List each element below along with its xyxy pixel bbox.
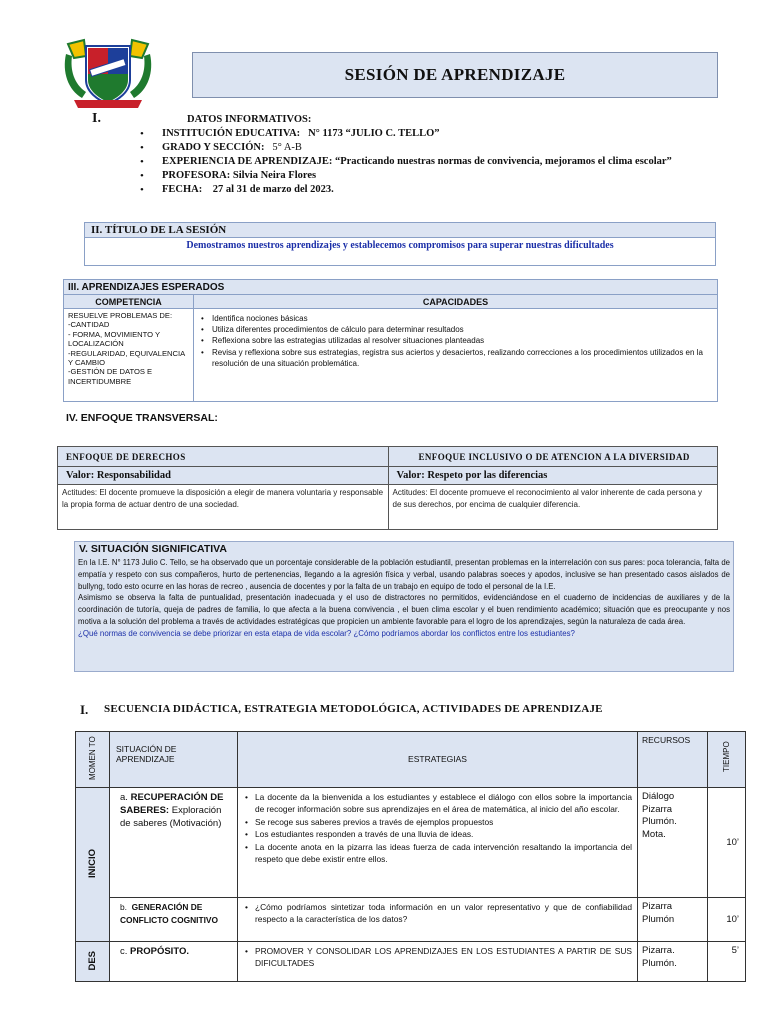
header-momento: MOMEN TO	[76, 732, 110, 788]
tiempo-cell: 5’	[708, 942, 746, 982]
table-row	[76, 942, 746, 982]
capacidad-item: • Utiliza diferentes procedimientos de cálculo para determinar resultados	[200, 324, 711, 335]
enfoque-title: ENFOQUE INCLUSIVO O DE ATENCION A LA DIVERSIDAD	[389, 447, 718, 467]
datos-value: Silvia Neira Flores	[232, 170, 317, 181]
situacion-paragraph: Asimismo se observa la falta de puntualidad, presentación inadecuada y el uso de distractores no permitidos, evidenciándose en el cuaderno de incidencias de auxiliares y de la coordinación de tutoría, queja de padres de familia, lo que afecta a la buena convivencia , el buen clima escolar y el buen rendimiento académico; situación que es preocupante y nos motiva a la solución del problema a través de actividades estratégicas que propicien un ambiente favorable para el logro de los aprendizajes, según la naturaleza de cada área.	[78, 593, 730, 626]
datos-value: N° 1173 “JULIO C. TELLO”	[308, 128, 440, 139]
strategy-item: • PROMOVER Y CONSOLIDAR LOS APRENDIZAJES EN LOS ESTUDIANTES A PARTIR DE SUS DIFICULTADES	[243, 945, 632, 970]
moment-des-cell	[76, 942, 110, 982]
competencia-header: COMPETENCIA	[64, 295, 194, 308]
datos-item	[140, 141, 760, 155]
expected-learning-heading: III. APRENDIZAJES ESPERADOS	[64, 280, 717, 295]
datos-label: GRADO Y SECCIÓN:	[162, 142, 265, 153]
enfoque-title: ENFOQUE DE DERECHOS	[58, 447, 388, 467]
strategy-item: • La docente anota en la pizarra las ideas fuerza de cada intervención resaltando la importancia del respeto que debe existir entre ellos.	[243, 841, 632, 866]
capacidades-list	[194, 309, 717, 401]
datos-value: 27 al 31 de marzo del 2023.	[212, 184, 334, 195]
secuencia-table	[75, 731, 746, 982]
competencia-text: RESUELVE PROBLEMAS DE: -CANTIDAD - FORMA, MOVIMIENTO Y LOCALIZACIÓN -REGULARIDAD, EQUIVALENCIA Y CAMBIO -GESTIÓN DE DATOS E INCERTIDUMBRE	[68, 311, 185, 386]
enfoque-valor: Valor: Respeto por las diferencias	[389, 467, 718, 485]
estrategias-cell	[238, 942, 638, 982]
datos-label: PROFESORA:	[162, 170, 231, 181]
enfoque-table	[57, 446, 718, 530]
page-title: SESIÓN DE APRENDIZAJE	[344, 65, 566, 84]
situacion-cell: a. RECUPERACIÓN DE SABERES: Exploración de saberes (Motivación)	[110, 788, 238, 898]
page-title-box	[192, 52, 718, 98]
enfoque-actitudes: Actitudes: El docente promueve el reconocimiento al valor inherente de cada persona y de sus derechos, por encima de cualquier diferencia.	[392, 488, 703, 509]
datos-label: EXPERIENCIA DE APRENDIZAJE:	[162, 156, 333, 167]
table-row	[76, 898, 746, 942]
datos-item	[140, 127, 760, 141]
table-row	[76, 788, 746, 898]
datos-value: “Practicando nuestras normas de convivencia, mejoramos el clima escolar”	[334, 156, 672, 167]
situacion-cell: b. GENERACIÓN DE CONFLICTO COGNITIVO	[110, 898, 238, 942]
situacion-paragraph: En la I.E. N° 1173 Julio C. Tello, se ha observado que un porcentaje considerable de la población estudiantil, presentan problemas en la interrelación con sus pares: poca tolerancia, falta de empatía y respeto con sus compañeros, hurto de pertenencias, llegando a la agresión física y verbal, usando palabras soeces y apodos, inclusive se han presentado casos aislados de bullyng, todo esto ocurre en las horas de recreo , ausencia de docentes y por la falta de un trabajo en equipo de todo el personal de la I.E.	[78, 558, 730, 591]
datos-item	[140, 155, 760, 169]
situacion-heading: V. SITUACIÓN SIGNIFICATIVA	[79, 543, 227, 555]
estrategias-cell	[238, 898, 638, 942]
expected-learning-columns	[64, 295, 717, 309]
datos-value: 5° A-B	[272, 142, 302, 153]
section-numeral: I.	[92, 111, 101, 126]
capacidad-item: • Identifica nociones básicas	[200, 313, 711, 324]
moment-inicio: INICIO	[87, 848, 98, 879]
situacion-section	[74, 541, 734, 672]
tiempo-cell: 10’	[708, 788, 746, 898]
recursos-cell: Pizarra. Plumón.	[638, 942, 708, 982]
session-title-section	[84, 222, 716, 266]
datos-heading: DATOS INFORMATIVOS:	[187, 114, 312, 125]
situacion-question: ¿Qué normas de convivencia se debe priorizar en esta etapa de vida escolar? ¿Cómo podríamos abordar los conflictos entre los estudiantes?	[78, 628, 575, 638]
competencia-cell	[64, 309, 194, 401]
recursos-cell: Pizarra Plumón	[638, 898, 708, 942]
strategy-item: • ¿Cómo podríamos sintetizar toda información en un valor representativo y que de confiabilidad respecto a la característica de los datos?	[243, 901, 632, 926]
situacion-text	[75, 557, 733, 628]
expected-learning-body	[64, 309, 717, 401]
session-title-text: Demostramos nuestros aprendizajes y establecemos compromisos para superar nuestras dificultades	[186, 240, 614, 251]
datos-item	[140, 183, 760, 197]
tiempo-cell: 10’	[708, 898, 746, 942]
enfoque-heading: IV. ENFOQUE TRANSVERSAL:	[66, 412, 218, 424]
capacidad-item: • Reflexiona sobre las estrategias utilizadas al resolver situaciones planteadas	[200, 335, 711, 346]
school-crest-logo	[60, 38, 156, 110]
datos-list	[140, 127, 760, 197]
capacidades-header: CAPACIDADES	[422, 297, 489, 307]
header-estrategias: ESTRATEGIAS	[238, 732, 638, 788]
strategy-item: • Los estudiantes responden a través de una lluvia de ideas.	[243, 828, 632, 840]
datos-item	[140, 169, 760, 183]
strategy-item: • Se recoge sus saberes previos a través de ejemplos propuestos	[243, 816, 632, 828]
session-title-heading: II. TÍTULO DE LA SESIÓN	[85, 223, 715, 238]
expected-learning-section	[63, 279, 718, 402]
recursos-cell: Diálogo Pizarra Plumón. Mota.	[638, 788, 708, 898]
moment-des: DES	[87, 950, 98, 971]
estrategias-cell	[238, 788, 638, 898]
strategy-item: • La docente da la bienvenida a los estudiantes y establece el diálogo con ellos sobre la importancia de recoger información sobre sus aprendizajes en el área de matemática, al inicio del año escolar.	[243, 791, 632, 816]
table-header-row	[76, 732, 746, 788]
moment-inicio-cell	[76, 788, 110, 942]
enfoque-valor: Valor: Responsabilidad	[58, 467, 388, 485]
header-tiempo: TIEMPO	[708, 732, 746, 788]
enfoque-column	[58, 447, 388, 529]
enfoque-column	[388, 447, 718, 529]
secuencia-heading: SECUENCIA DIDÁCTICA, ESTRATEGIA METODOLÓGICA, ACTIVIDADES DE APRENDIZAJE	[104, 703, 603, 715]
datos-label: INSTITUCIÓN EDUCATIVA:	[162, 128, 301, 139]
header-situacion: SITUACIÓN DE APRENDIZAJE	[110, 732, 238, 788]
enfoque-actitudes: Actitudes: El docente promueve la disposición a elegir de manera voluntaria y responsable la propia forma de actuar dentro de una sociedad.	[62, 488, 384, 509]
datos-label: FECHA:	[162, 184, 203, 195]
capacidad-item: • Revisa y reflexiona sobre sus estrategias, registra sus aciertos y desaciertos, realizando correcciones a los procedimientos utilizados en la resolución de una situación problemática.	[200, 347, 711, 369]
header-recursos: RECURSOS	[638, 732, 708, 788]
situacion-cell: c. PROPÓSITO.	[110, 942, 238, 982]
section-numeral: I.	[80, 702, 89, 717]
